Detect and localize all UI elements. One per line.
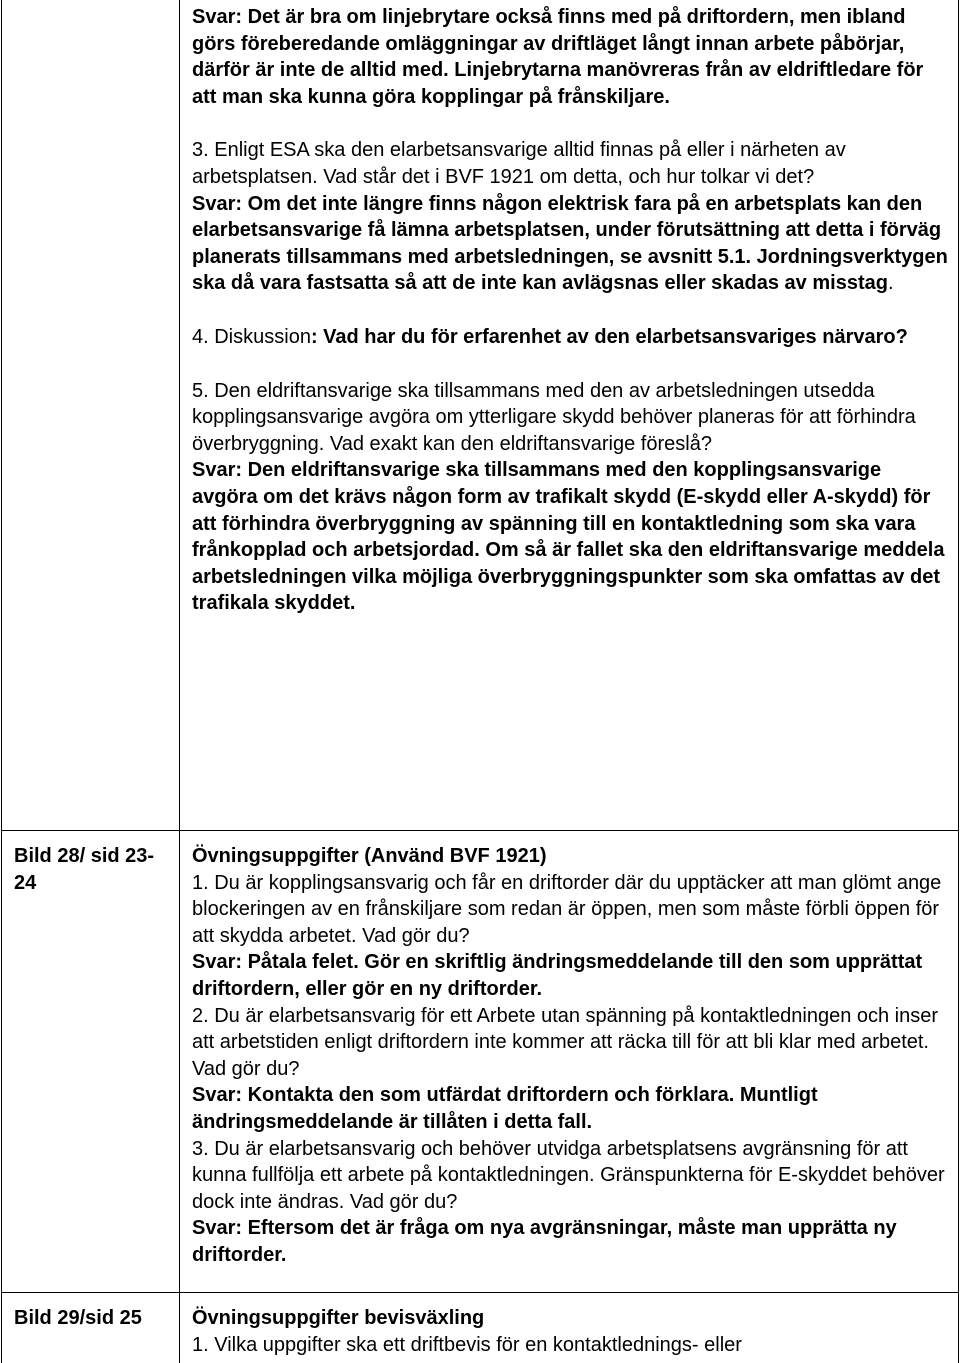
question-4-question: : Vad har du för erfarenhet av den elarbetsansvariges närvaro?: [310, 325, 908, 348]
row-label-bild-28-text: Bild 28/ sid 23-24: [14, 845, 155, 894]
question-3-answer-text: Svar: Om det inte längre finns någon elektrisk fara på en arbetsplats kan den elarbetsansvarige få lämna arbetsplatsen, under förutsättning att detta i förväg planerats tillsammans med arbetsledningen, se avsnitt 5.1. Jordningsverktygen ska då vara fastsatta så att de inte kan avlägsnas eller skadas av misstag: [192, 192, 948, 295]
exercise-heading-bevisvaxling: Övningsuppgifter bevisväxling: [192, 1307, 485, 1329]
row-label-bild-29-text: Bild 29/sid 25: [14, 1307, 142, 1329]
exercise-question-3: 3. Du är elarbetsansvarig och behöver utvidga arbetsplatsens avgränsning för att kunna fullfölja ett arbete på kontaktledningen. Gränspunkterna för E-skyddet behöver dock inte ändras. Vad gör du?: [192, 1137, 945, 1213]
top-row-content: [192, 4, 952, 617]
exercise-question-1: 1. Du är kopplingsansvarig och får en driftorder där du upptäcker att man glömt ange blockeringen av en frånskiljare som redan är öppen, men som måste förbli öppen för att skydda arbetet. Vad gör du?: [192, 871, 942, 947]
question-3-answer-end: .: [887, 272, 894, 295]
exercise-answer-1: Svar: Påtala felet. Gör en skriftlig ändringsmeddelande till den som upprättat driftordern, eller gör en ny driftorder.: [192, 951, 923, 1000]
question-5: 5. Den eldriftansvarige ska tillsammans med den av arbetsledningen utsedda kopplingsansvarige avgöra om ytterligare skydd behöver planeras för att förhindra överbryggning. Vad exakt kan den eldriftansvarige föreslå?: [192, 379, 916, 455]
exercise-answer-3: Svar: Eftersom det är fråga om nya avgränsningar, måste man upprätta ny driftorder.: [192, 1217, 897, 1266]
row-content-bild-28: [192, 843, 952, 1269]
question-4: [192, 324, 952, 351]
exercise-answer-2: Svar: Kontakta den som utfärdat driftordern och förklara. Muntligt ändringsmeddelande är tillåten i detta fall.: [192, 1084, 818, 1133]
table-border-right: [958, 0, 959, 1363]
answer-opening: Svar: Det är bra om linjebrytare också finns med på driftordern, men ibland görs föreberedande omläggningar av driftläget långt innan arbete påbörjar, därför är inte de alltid med. Linjebrytarna manövreras från av eldriftledare för att man ska kunna göra kopplingar på frånskiljare.: [192, 6, 924, 108]
exercise-heading: Övningsuppgifter (Använd BVF 1921): [192, 845, 547, 867]
row-divider-1: [1, 830, 959, 831]
question-3-answer: [192, 191, 952, 297]
table-border-left: [1, 0, 2, 1363]
row-content-bild-29: [192, 1305, 952, 1358]
row-label-bild-28: [14, 843, 164, 896]
row-divider-2: [1, 1292, 959, 1293]
table-column-divider: [179, 0, 180, 1363]
bevisvaxling-question-1: 1. Vilka uppgifter ska ett driftbevis för en kontaktlednings- eller: [192, 1333, 742, 1356]
question-5-answer: Svar: Den eldriftansvarige ska tillsammans med den kopplingsansvarige avgöra om det krävs någon form av trafikalt skydd (E-skydd eller A-skydd) för att förhindra överbryggning av spänning till en kontaktledning som ska vara frånkopplad och arbetsjordad. Om så är fallet ska den eldriftansvarige meddela arbetsledningen vilka möjliga överbryggningspunkter som ska omfattas av det trafikala skyddet.: [192, 459, 945, 615]
question-4-prefix: 4. Diskussion: [192, 325, 311, 348]
row-label-bild-29: [14, 1305, 174, 1332]
exercise-question-2: 2. Du är elarbetsansvarig för ett Arbete utan spänning på kontaktledningen och inser att arbetstiden enligt driftordern inte kommer att räcka till för att bli klar med arbetet. Vad gör du?: [192, 1004, 939, 1080]
question-3: 3. Enligt ESA ska den elarbetsansvarige alltid finnas på eller i närheten av arbetsplatsen. Vad står det i BVF 1921 om detta, och hur tolkar vi det?: [192, 139, 846, 188]
